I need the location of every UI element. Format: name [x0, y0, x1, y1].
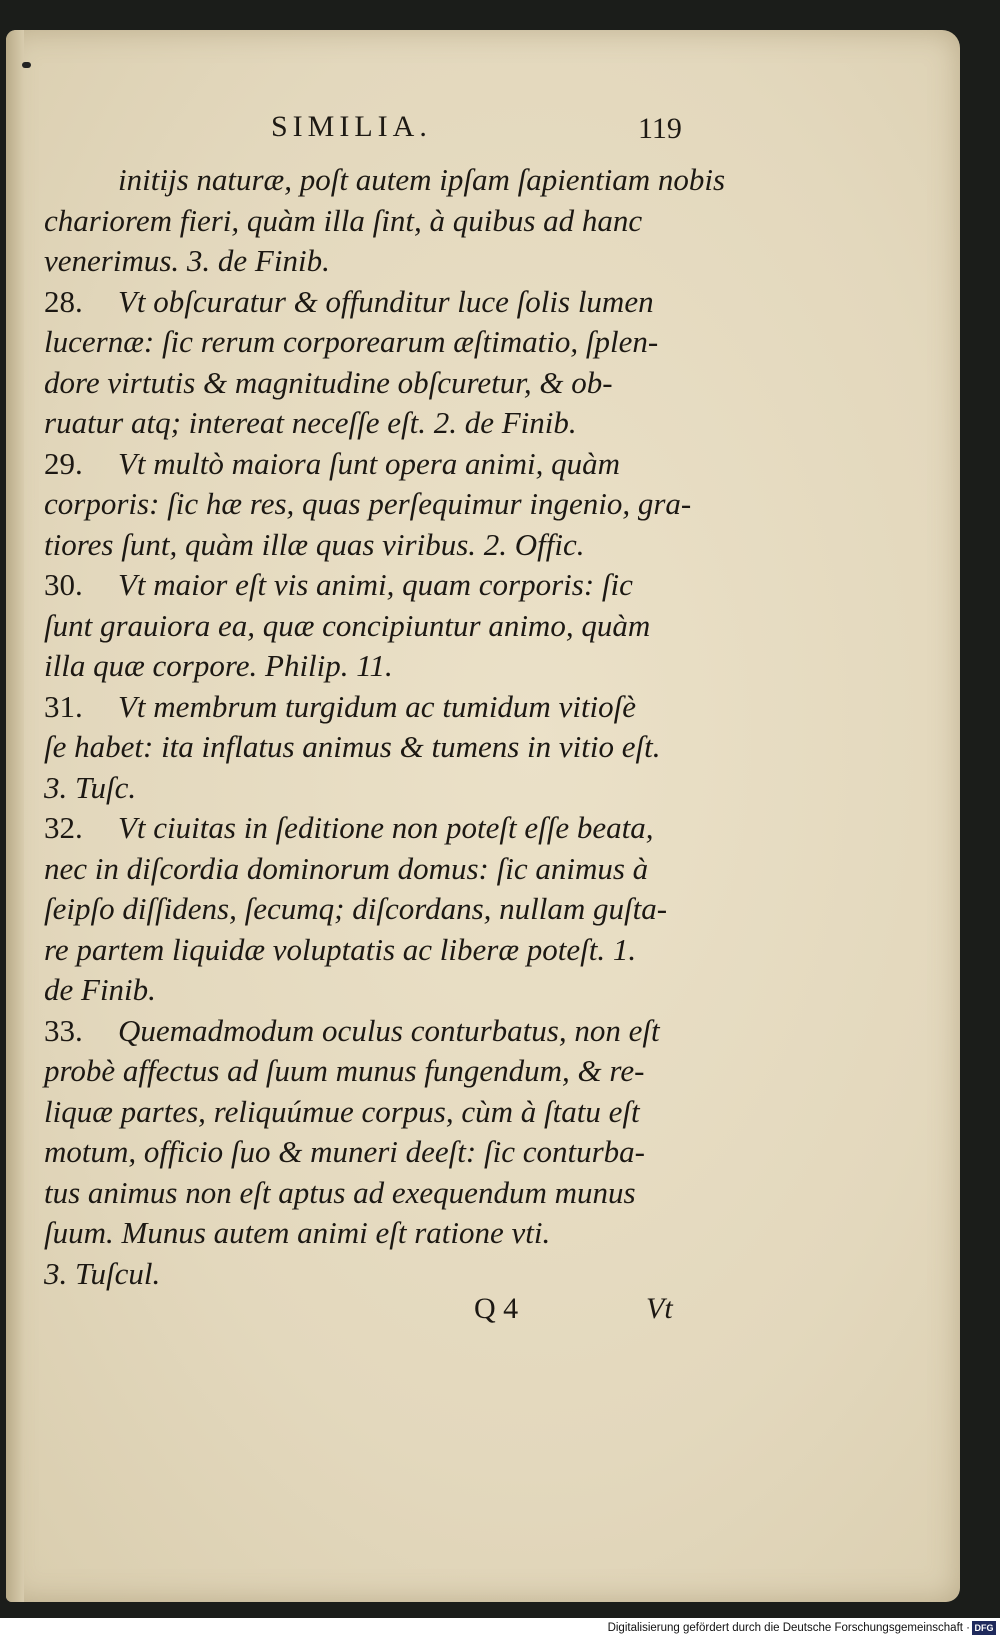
- text-line: [44, 1173, 704, 1214]
- text-line: [44, 525, 704, 566]
- line-text: Vt membrum turgidum ac tumidum vitioſè: [118, 688, 637, 724]
- line-text: probè affectus ad ſuum munus fungendum, & re-: [44, 1053, 645, 1088]
- line-text: de Finib.: [44, 972, 156, 1007]
- line-text: ſuum. Munus autem animi eſt ratione vti.: [44, 1215, 551, 1250]
- line-text: corporis: ſic hæ res, quas perſequimur ingenio, gra-: [44, 486, 692, 521]
- running-head: SIMILIA.: [271, 110, 432, 143]
- line-text: motum, officio ſuo & muneri deeſt: ſic conturba-: [44, 1134, 645, 1169]
- entry-number: 33.: [44, 1012, 83, 1048]
- line-text: initijs naturæ, poſt autem ipſam ſapientiam nobis: [118, 162, 726, 197]
- entry-number: 31.: [44, 688, 83, 724]
- line-text: ſunt grauiora ea, quæ concipiuntur animo, quàm: [44, 607, 651, 643]
- ink-mark: [22, 62, 31, 68]
- page-edge: [6, 30, 24, 1602]
- text-line: [44, 687, 704, 728]
- book-page: [6, 30, 960, 1602]
- text-line: [44, 930, 704, 971]
- line-text: chariorem fieri, quàm illa ſint, à quibus ad hanc: [44, 202, 643, 238]
- text-line: [44, 1011, 704, 1052]
- text-line: [44, 768, 704, 809]
- line-text: dore virtutis & magnitudine obſcuretur, & ob-: [44, 364, 613, 400]
- footer-credit: Digitalisierung gefördert durch die Deutsche Forschungsgemeinschaft ·: [607, 1622, 970, 1634]
- line-text: re partem liquidæ voluptatis ac liberæ poteſt. 1.: [44, 931, 637, 967]
- line-text: illa quæ corpore. Philip. 11.: [44, 648, 393, 683]
- page-number: 119: [638, 112, 682, 145]
- line-text: liquæ partes, reliquúmue corpus, cùm à ſtatu eſt: [44, 1093, 640, 1129]
- text-line: [44, 849, 704, 890]
- line-text: tiores ſunt, quàm illæ quas viribus. 2. Offic.: [44, 526, 585, 562]
- line-text: Quemadmodum oculus conturbatus, non eſt: [118, 1012, 660, 1048]
- line-text: lucernæ: ſic rerum corporearum æſtimatio, ſplen-: [44, 324, 659, 359]
- text-line: [44, 484, 704, 525]
- line-text: Vt maior eſt vis animi, quam corporis: ſic: [118, 567, 633, 602]
- line-text: ſeipſo diſſidens, ſecumq; diſcordans, nullam guſta-: [44, 891, 668, 926]
- text-line: [44, 160, 726, 201]
- entry-number: 30.: [44, 567, 83, 602]
- text-line: [44, 241, 704, 282]
- entry-number: 28.: [44, 283, 83, 319]
- text-line: [44, 201, 704, 242]
- entry-number: 32.: [44, 810, 83, 845]
- catchword: Vt: [646, 1292, 673, 1325]
- text-line: [44, 889, 704, 930]
- text-line: [44, 403, 704, 444]
- signature-mark: Q 4: [474, 1292, 519, 1325]
- line-text: Vt multò maiora ſunt opera animi, quàm: [118, 445, 621, 481]
- text-line: [44, 606, 704, 647]
- text-line: [44, 1213, 704, 1254]
- line-text: ſe habet: ita inflatus animus & tumens in vitio eſt.: [44, 729, 661, 764]
- line-text: Vt ciuitas in ſeditione non poteſt eſſe beata,: [118, 810, 654, 845]
- line-text: 3. Tuſc.: [44, 769, 137, 805]
- line-text: tus animus non eſt aptus ad exequendum munus: [44, 1174, 636, 1210]
- dfg-logo: DFG: [972, 1621, 996, 1635]
- text-line: [44, 1092, 704, 1133]
- line-text: 3. Tuſcul.: [44, 1255, 161, 1291]
- text-line: [44, 646, 704, 687]
- text-line: [44, 1132, 704, 1173]
- text-line: [44, 808, 704, 849]
- text-line: [44, 282, 704, 323]
- text-line: [44, 322, 704, 363]
- text-line: [44, 1254, 704, 1295]
- text-block: [44, 160, 726, 1294]
- entry-number: 29.: [44, 445, 83, 481]
- text-line: [44, 444, 704, 485]
- line-text: nec in diſcordia dominorum domus: ſic animus à: [44, 850, 649, 886]
- text-line: [44, 565, 704, 606]
- text-line: [44, 363, 704, 404]
- line-text: Vt obſcuratur & offunditur luce ſolis lumen: [118, 283, 654, 319]
- text-line: [44, 727, 704, 768]
- text-line: [44, 970, 704, 1011]
- footer-bar: [0, 1618, 1000, 1642]
- line-text: venerimus. 3. de Finib.: [44, 243, 330, 278]
- line-text: ruatur atq; intereat neceſſe eſt. 2. de Finib.: [44, 405, 577, 440]
- text-line: [44, 1051, 704, 1092]
